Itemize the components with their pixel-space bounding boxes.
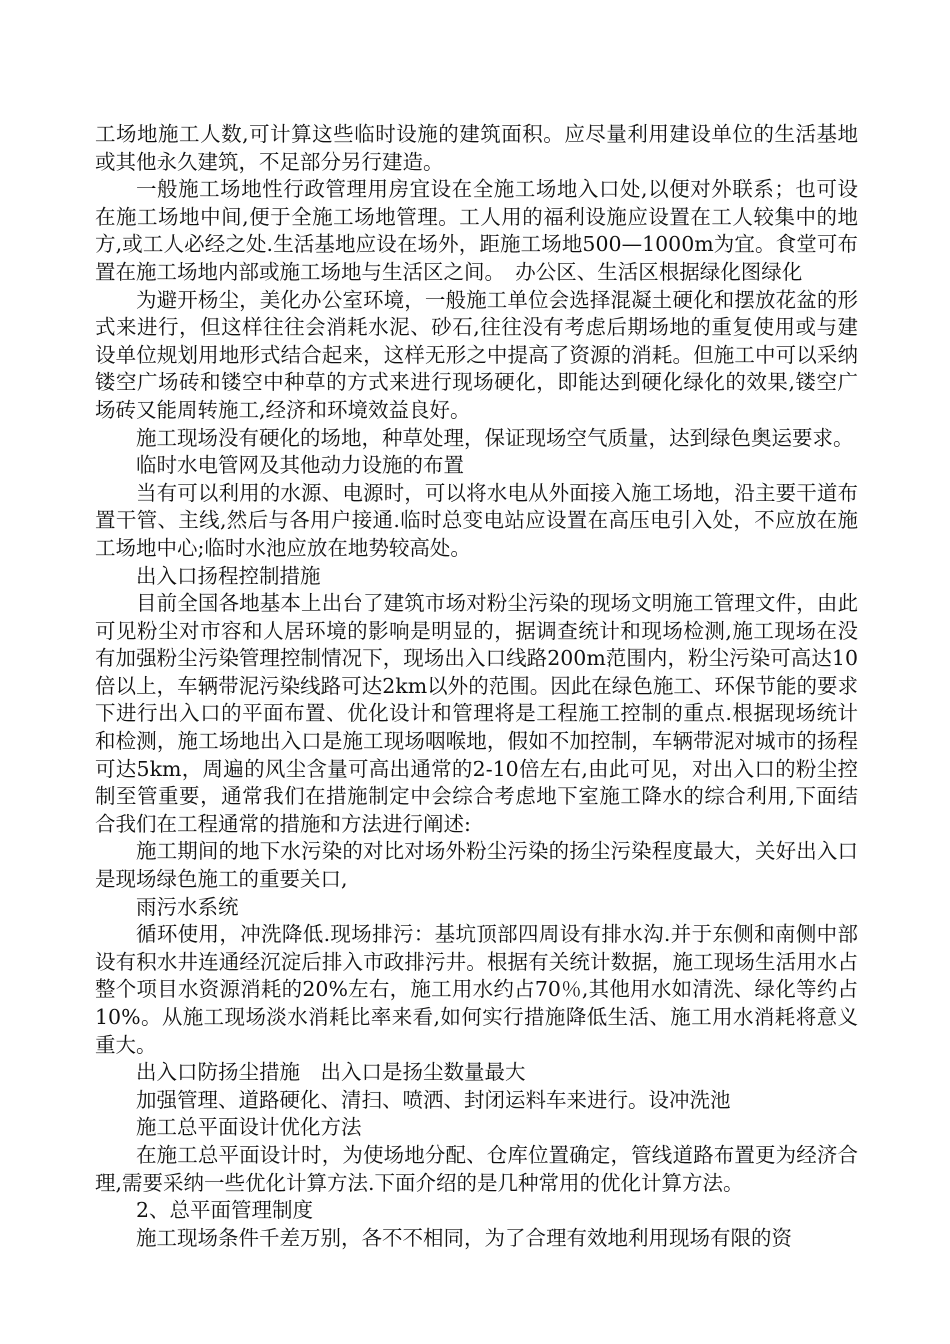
paragraph-office-location: 一般施工场地性行政管理用房宜设在全施工场地入口处,以便对外联系；也可设在施工场地中间,便于全施工场地管理。工人用的福利设施应设置在工人较集中的地方,或工人必经之处.生活基地应设在场外，距施工场地500—1000m为宜。食堂可布置在施工场地内部或施工场地与生活区之间。 办公区、生活区根据绿化图绿化 xyxy=(95,177,858,284)
heading-management-system: 2、总平面管理制度 xyxy=(136,1198,314,1223)
paragraph-optimization-methods: 在施工总平面设计时，为使场地分配、仓库位置确定，管线道路布置更为经济合理,需要采纳一些优化计算方法.下面介绍的是几种常用的优化计算方法。 xyxy=(95,1142,858,1195)
paragraph-continuation: 工场地施工人数,可计算这些临时设施的建筑面积。应尽量利用建设单位的生活基地或其他永久建筑，不足部分另行建造。 xyxy=(95,122,858,174)
heading-entrance-dust-control: 出入口扬程控制措施 xyxy=(136,563,321,588)
paragraph-site-conditions: 施工现场条件千差万别，各不不相同，为了合理有效地利用现场有限的资 xyxy=(136,1225,792,1250)
paragraph-groundwater-pollution: 施工期间的地下水污染的对比对场外粉尘污染的扬尘污染程度最大，关好出入口是现场绿色施工的重要关口, xyxy=(95,839,858,892)
heading-layout-optimization: 施工总平面设计优化方法 xyxy=(136,1115,362,1140)
document-body xyxy=(95,121,858,1252)
heading-entrance-anti-dust: 出入口防扬尘措施 出入口是扬尘数量最大 xyxy=(136,1060,526,1085)
heading-temporary-utilities: 临时水电管网及其他动力设施的布置 xyxy=(136,453,464,478)
paragraph-dust-greening: 为避开杨尘，美化办公室环境，一般施工单位会选择混凝土硬化和摆放花盆的形式来进行，但这样往往会消耗水泥、砂石,往往没有考虑后期场地的重复使用或与建设单位规划用地形式结合起来，这样无形之中提高了资源的消耗。但施工中可以采纳镂空广场砖和镂空中种草的方式来进行现场硬化，即能达到硬化绿化的效果,镂空广场砖又能周转施工,经济和环境效益良好。 xyxy=(95,287,858,422)
paragraph-management-measures: 加强管理、道路硬化、清扫、喷洒、封闭运料车来进行。设冲洗池 xyxy=(136,1087,731,1112)
paragraph-dust-pollution: 目前全国各地基本上出台了建筑市场对粉尘污染的现场文明施工管理文件，由此可见粉尘对市容和人居环境的影响是明显的，据调查统计和现场检测,施工现场在没有加强粉尘污染管理控制情况下，现场出入口线路200m范围内，粉尘污染可高达10倍以上，车辆带泥污染线路可达2km以外的范围。因此在绿色施工、环保节能的要求下进行出入口的平面布置、优化设计和管理将是工程施工控制的重点.根据现场统计和检测，施工场地出入口是施工现场咽喉地，假如不加控制，车辆带泥对城市的扬程可达5km，周遍的风尘含量可高出通常的2-10倍左右,由此可见，对出入口的粉尘控制至管重要，通常我们在措施制定中会综合考虑地下室施工降水的综合利用,下面结合我们在工程通常的措施和方法进行阐述: xyxy=(95,591,858,836)
paragraph-water-electricity: 当有可以利用的水源、电源时，可以将水电从外面接入施工场地，沿主要干道布置干管、主线,然后与各用户接通.临时总变电站应设置在高压电引入处，不应放在施工场地中心;临时水池应放在地势较高处。 xyxy=(95,480,858,560)
paragraph-recycling-water: 循环使用，冲洗降低.现场排污：基坑顶部四周设有排水沟.并于东侧和南侧中部设有积水井连通经沉淀后排入市政排污井。根据有关统计数据，施工现场生活用水占整个项目水资源消耗的20%左右，施工用水约占70％,其他用水如清洗、绿化等约占10%。从施工现场淡水消耗比率来看,如何实行措施降低生活、施工用水消耗将意义重大。 xyxy=(95,922,858,1057)
heading-rain-sewage-system: 雨污水系统 xyxy=(136,894,239,919)
paragraph-grass-planting: 施工现场没有硬化的场地，种草处理，保证现场空气质量，达到绿色奥运要求。 xyxy=(136,425,854,450)
